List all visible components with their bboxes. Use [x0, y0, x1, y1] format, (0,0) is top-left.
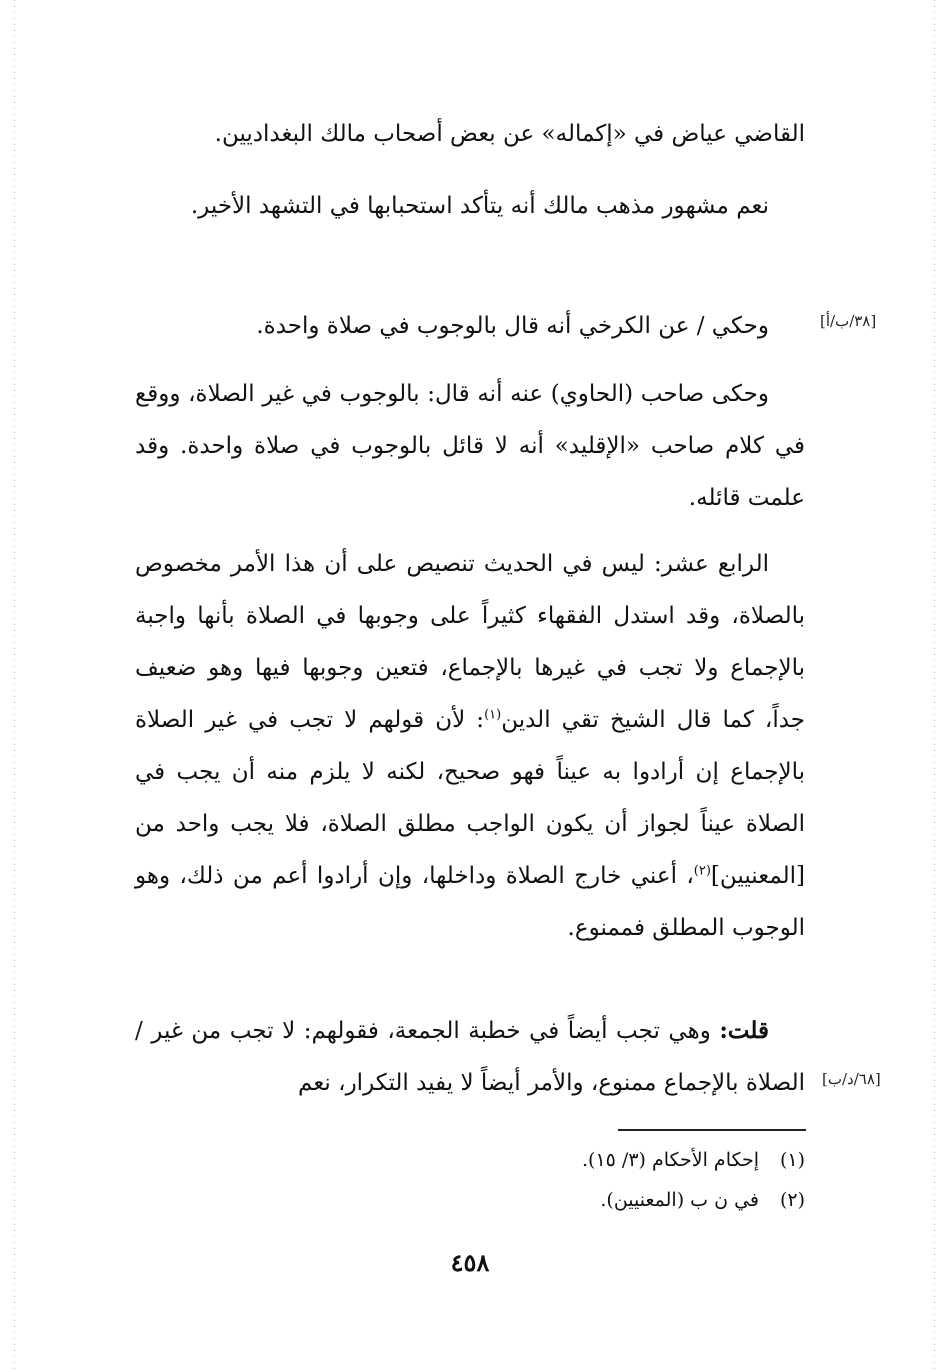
paragraph-5	[135, 538, 805, 954]
margin-note-2: [٦٨/د/ب]	[822, 1070, 881, 1088]
paragraph-6	[135, 1005, 805, 1109]
paragraph-2-text: نعم مشهور مذهب مالك أنه يتأكد استحبابها في التشهد الأخير.	[190, 193, 769, 219]
footnote-2-number: (٢)	[779, 1189, 805, 1211]
page-edge-left	[14, 0, 15, 1372]
paragraph-4	[135, 368, 805, 524]
footnote-1-number: (١)	[779, 1149, 805, 1171]
footnote-ref-1[interactable]: (١)	[484, 707, 502, 723]
paragraph-5-text-b: : لأن قولهم لا تجب في غير الصلاة بالإجماع إن أرادوا به عيناً فهو صحيح، لكنه لا يلزم منه أن يجب في الصلاة عيناً لجواز أن يكون الواجب مطلق الصلاة، فلا يجب واحد من [المعنيين]	[135, 707, 805, 889]
footnote-1-text: إحكام الأحكام (٣/ ١٥).	[581, 1149, 759, 1171]
paragraph-6-lead: قلت:	[719, 1017, 769, 1044]
footnote-ref-2[interactable]: (٢)	[693, 863, 711, 879]
paragraph-3-text: وحكي / عن الكرخي أنه قال بالوجوب في صلاة واحدة.	[256, 313, 769, 339]
footnote-1	[300, 1140, 805, 1180]
page-edge-right	[934, 0, 935, 1372]
paragraph-2	[135, 180, 805, 232]
paragraph-4-text: وحكى صاحب (الحاوي) عنه أنه قال: بالوجوب في غير الصلاة، ووقع في كلام صاحب «الإقليد» أنه لا قائل بالوجوب في صلاة واحدة. وقد علمت قائله.	[135, 381, 805, 511]
footnotes	[300, 1140, 805, 1220]
paragraph-5-text-a: الرابع عشر: ليس في الحديث تنصيص على أن هذا الأمر مخصوص بالصلاة، وقد استدل الفقهاء كثيراً على وجوبها في الصلاة بأنها واجبة بالإجماع ولا تجب في غيرها بالإجماع، فتعين وجوبها فيها وهو ضعيف جداً، كما قال الشيخ تقي الدين	[135, 551, 806, 733]
paragraph-6-text: وهي تجب أيضاً في خطبة الجمعة، فقولهم: لا تجب من غير / الصلاة بالإجماع ممنوع، والأمر أيضاً لا يفيد التكرار، نعم	[135, 1018, 805, 1096]
footnote-2-text: في ن ب (المعنيين).	[600, 1189, 759, 1211]
footnote-2	[300, 1180, 805, 1220]
paragraph-3	[135, 300, 805, 352]
paragraph-1	[135, 108, 805, 160]
paragraph-5-text-c: ، أعني خارج الصلاة وداخلها، وإن أرادوا أعم من ذلك، وهو الوجوب المطلق فممنوع.	[135, 863, 805, 941]
page-number: ٤٥٨	[450, 1248, 490, 1277]
footnote-separator	[618, 1129, 806, 1131]
margin-note-1: [٣٨/ب/أ]	[820, 312, 877, 330]
paragraph-1-text: القاضي عياض في «إكماله» عن بعض أصحاب مالك البغداديين.	[214, 121, 805, 147]
